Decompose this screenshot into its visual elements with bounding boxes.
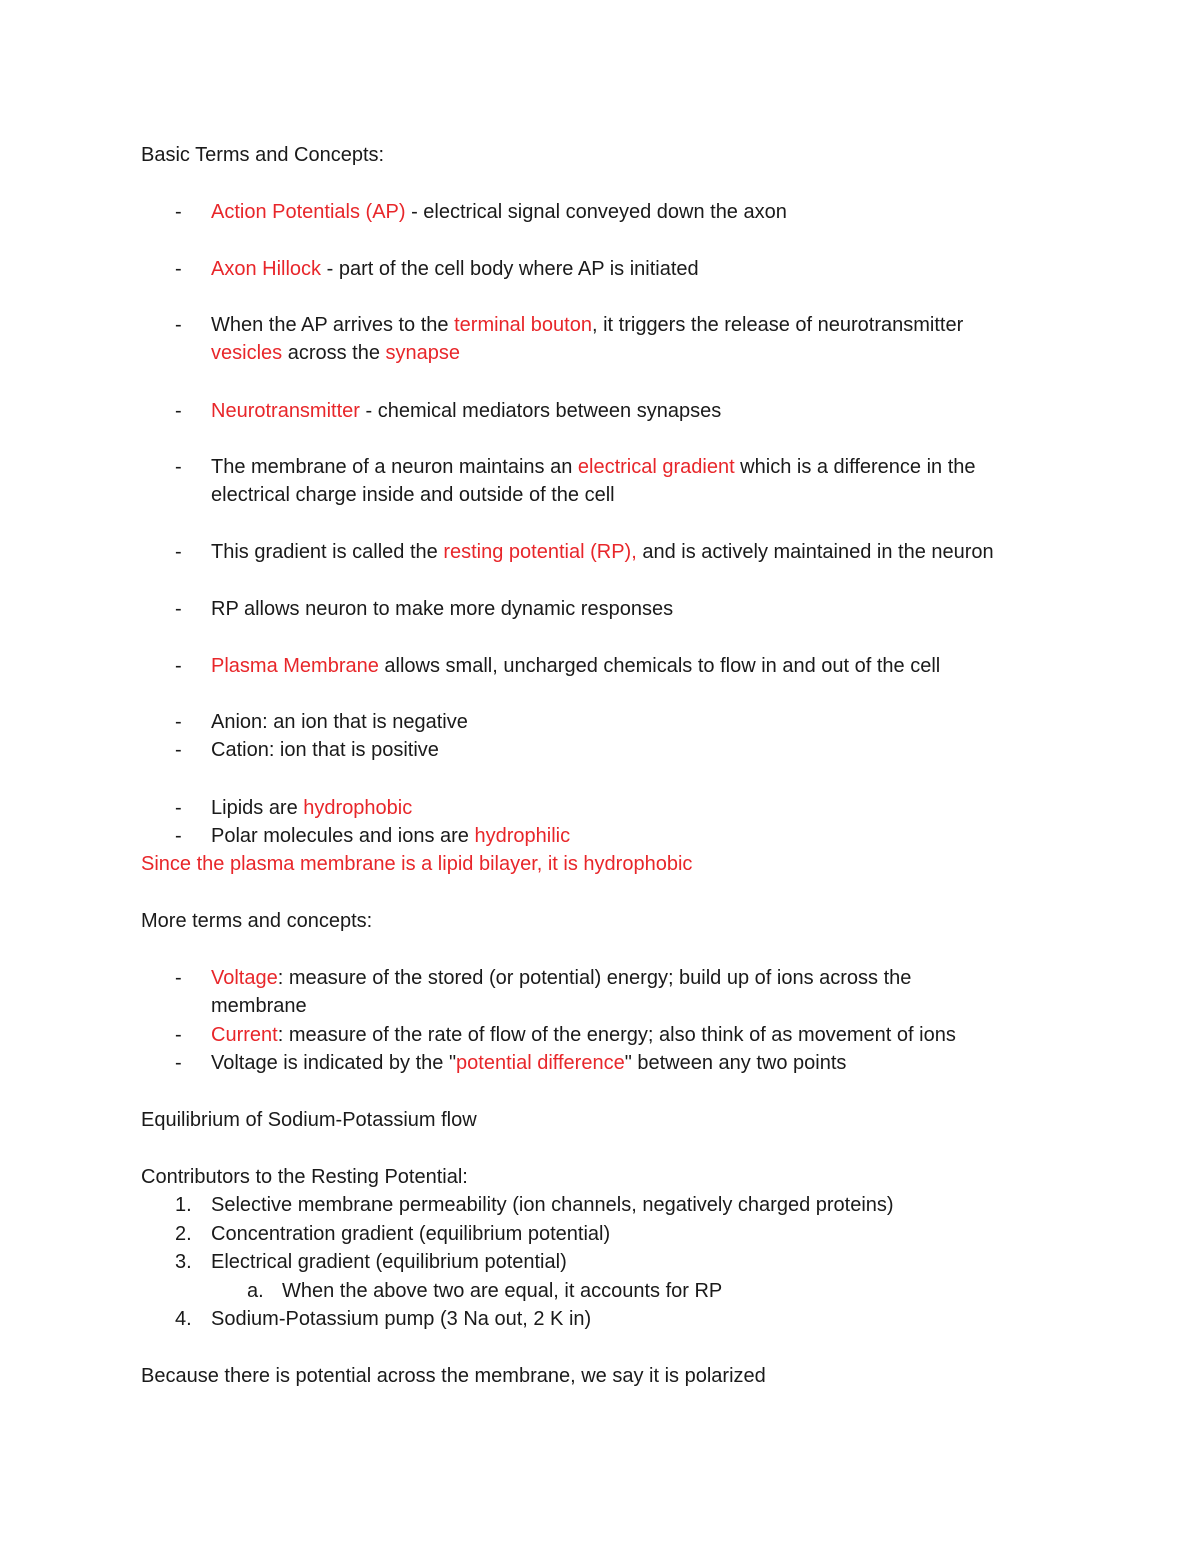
- numbered-item: Electrical gradient (equilibrium potential): [211, 1251, 567, 1273]
- list-item-current: Current: measure of the rate of flow of the energy; also think of as movement of ions: [211, 1024, 956, 1046]
- list-item-rp: RP allows neuron to make more dynamic responses: [211, 598, 674, 620]
- list-item-potential-difference: Voltage is indicated by the "potential difference" between any two points: [211, 1052, 847, 1074]
- list-number: 2.: [175, 1223, 192, 1245]
- bullet-dash: -: [175, 1024, 182, 1046]
- term-highlight: Action Potentials (AP): [211, 201, 406, 223]
- list-number: 4.: [175, 1308, 192, 1330]
- term-highlight: synapse: [385, 342, 461, 364]
- list-item-action-potentials: Action Potentials (AP) - electrical signal conveyed down the axon: [211, 201, 787, 223]
- bullet-dash: -: [175, 258, 182, 280]
- bullet-dash: -: [175, 711, 182, 733]
- bullet-dash: -: [175, 201, 182, 223]
- list-number: 3.: [175, 1251, 192, 1273]
- term-highlight: Plasma Membrane: [211, 655, 379, 677]
- bullet-dash: -: [175, 456, 182, 478]
- section-heading-contributors: Contributors to the Resting Potential:: [141, 1166, 468, 1188]
- list-item-anion: Anion: an ion that is negative: [211, 711, 468, 733]
- list-item-voltage-cont: membrane: [211, 995, 307, 1017]
- bullet-dash: -: [175, 598, 182, 620]
- list-item-cation: Cation: ion that is positive: [211, 739, 439, 761]
- bullet-dash: -: [175, 967, 182, 989]
- bullet-dash: -: [175, 541, 182, 563]
- term-highlight: resting potential (RP),: [443, 541, 637, 563]
- section-heading-equilibrium: Equilibrium of Sodium-Potassium flow: [141, 1109, 477, 1131]
- bullet-dash: -: [175, 1052, 182, 1074]
- bullet-dash: -: [175, 825, 182, 847]
- list-item-lipids: Lipids are hydrophobic: [211, 797, 413, 819]
- bullet-dash: -: [175, 797, 182, 819]
- list-item-electrical-gradient-cont: electrical charge inside and outside of the cell: [211, 484, 615, 506]
- conclusion-line: Since the plasma membrane is a lipid bilayer, it is hydrophobic: [141, 853, 693, 875]
- list-item-neurotransmitter: Neurotransmitter - chemical mediators between synapses: [211, 400, 722, 422]
- sub-list-item: When the above two are equal, it accounts for RP: [282, 1280, 723, 1302]
- bullet-dash: -: [175, 739, 182, 761]
- list-item-plasma-membrane: Plasma Membrane allows small, uncharged chemicals to flow in and out of the cell: [211, 655, 941, 677]
- term-highlight: vesicles: [211, 342, 283, 364]
- list-item-polar: Polar molecules and ions are hydrophilic: [211, 825, 571, 847]
- term-highlight: hydrophilic: [474, 825, 571, 847]
- numbered-item: Selective membrane permeability (ion channels, negatively charged proteins): [211, 1194, 894, 1216]
- closing-line: Because there is potential across the membrane, we say it is polarized: [141, 1365, 766, 1387]
- list-number: 1.: [175, 1194, 192, 1216]
- list-item-electrical-gradient: The membrane of a neuron maintains an electrical gradient which is a difference in the: [211, 456, 976, 478]
- section-heading-basic: Basic Terms and Concepts:: [141, 144, 385, 166]
- term-highlight: Neurotransmitter: [211, 400, 360, 422]
- numbered-item: Concentration gradient (equilibrium potential): [211, 1223, 611, 1245]
- section-heading-more: More terms and concepts:: [141, 910, 373, 932]
- term-highlight: potential difference: [456, 1052, 625, 1074]
- term-highlight: hydrophobic: [303, 797, 413, 819]
- sub-list-letter: a.: [247, 1280, 264, 1302]
- list-item-voltage: Voltage: measure of the stored (or potential) energy; build up of ions across the: [211, 967, 912, 989]
- term-highlight: Current: [211, 1024, 278, 1046]
- term-highlight: Axon Hillock: [211, 258, 322, 280]
- term-highlight: Voltage: [211, 967, 278, 989]
- bullet-dash: -: [175, 400, 182, 422]
- numbered-item: Sodium-Potassium pump (3 Na out, 2 K in): [211, 1308, 592, 1330]
- list-item-terminal-bouton: When the AP arrives to the terminal bouton, it triggers the release of neurotransmitter: [211, 314, 964, 336]
- bullet-dash: -: [175, 655, 182, 677]
- term-highlight: terminal bouton: [454, 314, 592, 336]
- list-item-terminal-bouton-cont: vesicles across the synapse: [211, 342, 461, 364]
- term-highlight: electrical gradient: [577, 456, 735, 478]
- list-item-resting-potential: This gradient is called the resting potential (RP), and is actively maintained in the neuron: [211, 541, 994, 563]
- list-item-axon-hillock: Axon Hillock - part of the cell body where AP is initiated: [211, 258, 699, 280]
- bullet-dash: -: [175, 314, 182, 336]
